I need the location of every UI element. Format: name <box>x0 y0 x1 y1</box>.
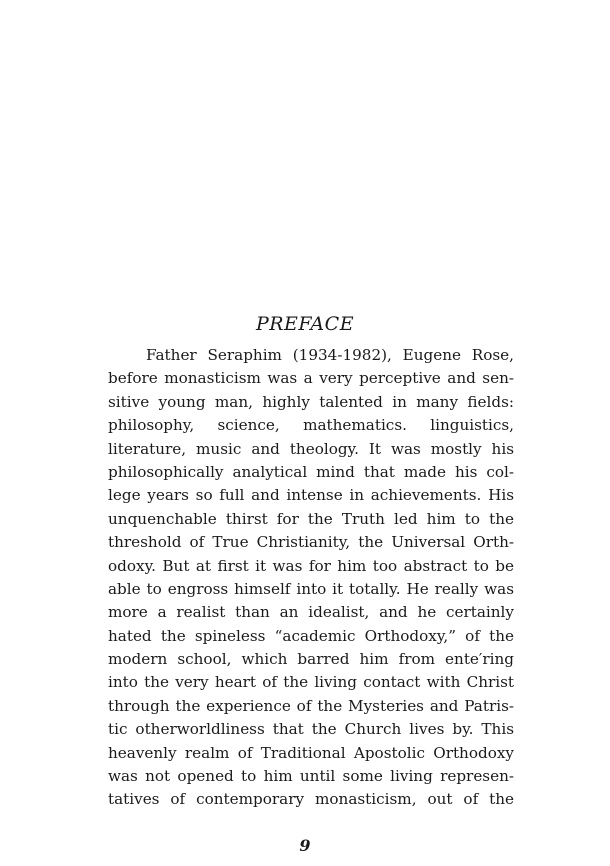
text-line: tatives of contemporary monasticism, out of the <box>108 790 514 809</box>
text-line: able to engross himself into it totally. He really was <box>108 579 514 598</box>
text-line: more a realist than an idealist, and he certainly <box>108 603 514 622</box>
text-line: unquenchable thirst for the Truth led him to the <box>108 509 514 528</box>
page-title: PREFACE <box>255 313 355 335</box>
text-line: heavenly realm of Traditional Apostolic Orthodoxy <box>108 743 514 762</box>
text-line: tic otherworldliness that the Church lives by. This <box>108 720 514 739</box>
text-line: was not opened to him until some living represen- <box>108 767 514 786</box>
page-number: 9 <box>299 836 311 855</box>
text-line: philosophically analytical mind that made his col- <box>108 462 514 481</box>
text-line: literature, music and theology. It was mostly his <box>108 439 514 458</box>
text-line: through the experience of the Mysteries and Patris- <box>108 696 514 715</box>
text-line: into the very heart of the living contact with Christ <box>108 673 514 692</box>
text-line: odoxy. But at first it was for him too abstract to be <box>108 556 514 575</box>
text-line: philosophy, science, mathematics. linguistics, <box>108 416 514 435</box>
preface-body <box>108 344 514 812</box>
text-line: Father Seraphim (1934-1982), Eugene Rose, <box>146 346 514 364</box>
text-line: threshold of True Christianity, the Universal Orth- <box>108 533 514 552</box>
text-line: sitive young man, highly talented in many fields: <box>108 392 514 411</box>
text-line: hated the spineless “academic Orthodoxy,” of the <box>108 626 514 645</box>
text-line: modern school, which barred him from ente′ring <box>108 650 514 669</box>
text-line: before monasticism was a very perceptive and sen- <box>108 369 514 388</box>
text-line: lege years so full and intense in achievements. His <box>108 486 514 505</box>
